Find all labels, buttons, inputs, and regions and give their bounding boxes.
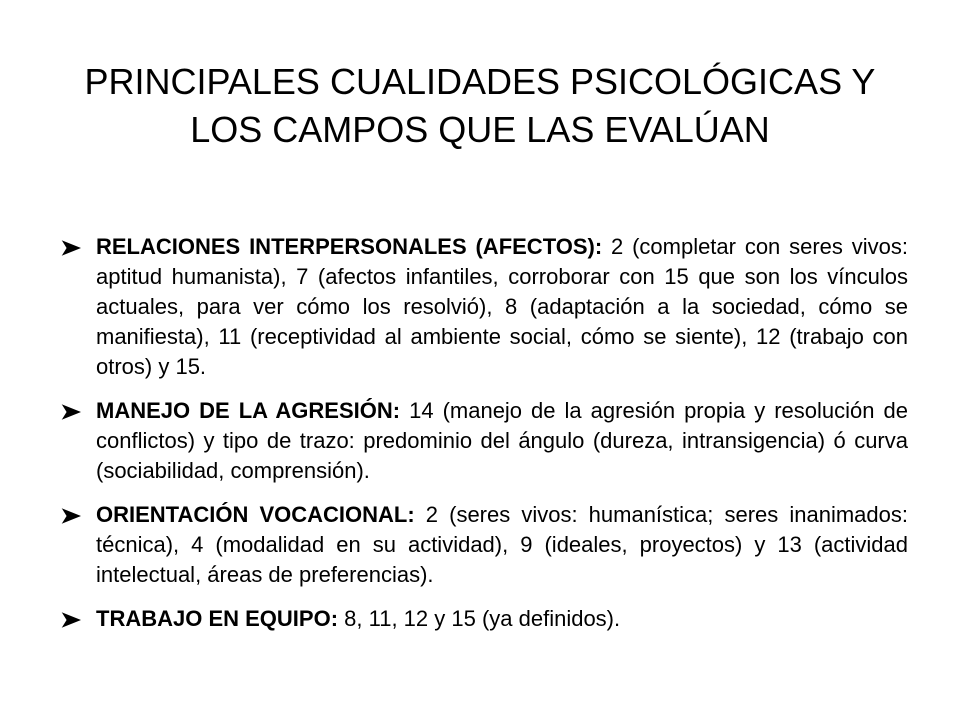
bullet-heading: TRABAJO EN EQUIPO: [96,606,339,631]
arrowhead-bullet-icon [60,403,82,421]
bullet-text: 2 (completar con seres vivos: aptitud humanista), 7 (afectos infantiles, corroborar con 15 que son los vínculos actuales, para ver cómo los resolvió), 8 (adaptación a la sociedad, cómo se manifiesta), 11 (receptividad al ambiente social, cómo se siente), 12 (trabajo con otros) y 15. [96,234,908,379]
bullet-item-relaciones [60,232,908,382]
arrowhead-bullet-icon [60,611,82,629]
arrowhead-bullet-icon [60,239,82,257]
slide-title: PRINCIPALES CUALIDADES PSICOLÓGICAS Y LOS CAMPOS QUE LAS EVALÚAN [84,61,876,150]
bullet-text: 2 (seres vivos: humanística; seres inanimados: técnica), 4 (modalidad en su actividad), 9 (ideales, proyectos) y 13 (actividad intelectual, áreas de preferencias). [96,502,908,587]
bullet-list [60,232,908,648]
bullet-item-vocacional [60,500,908,590]
arrowhead-bullet-icon [60,507,82,525]
bullet-item-agresion [60,396,908,486]
bullet-heading: MANEJO DE LA AGRESIÓN: [96,398,401,423]
bullet-item-equipo [60,604,908,634]
bullet-text: 8, 11, 12 y 15 (ya definidos). [338,606,621,631]
bullet-heading: ORIENTACIÓN VOCACIONAL: [96,502,415,527]
bullet-heading: RELACIONES INTERPERSONALES (AFECTOS): [96,234,603,259]
bullet-text: 14 (manejo de la agresión propia y resolución de conflictos) y tipo de trazo: predominio del ángulo (dureza, intransigencia) ó curva (sociabilidad, comprensión). [96,398,908,483]
